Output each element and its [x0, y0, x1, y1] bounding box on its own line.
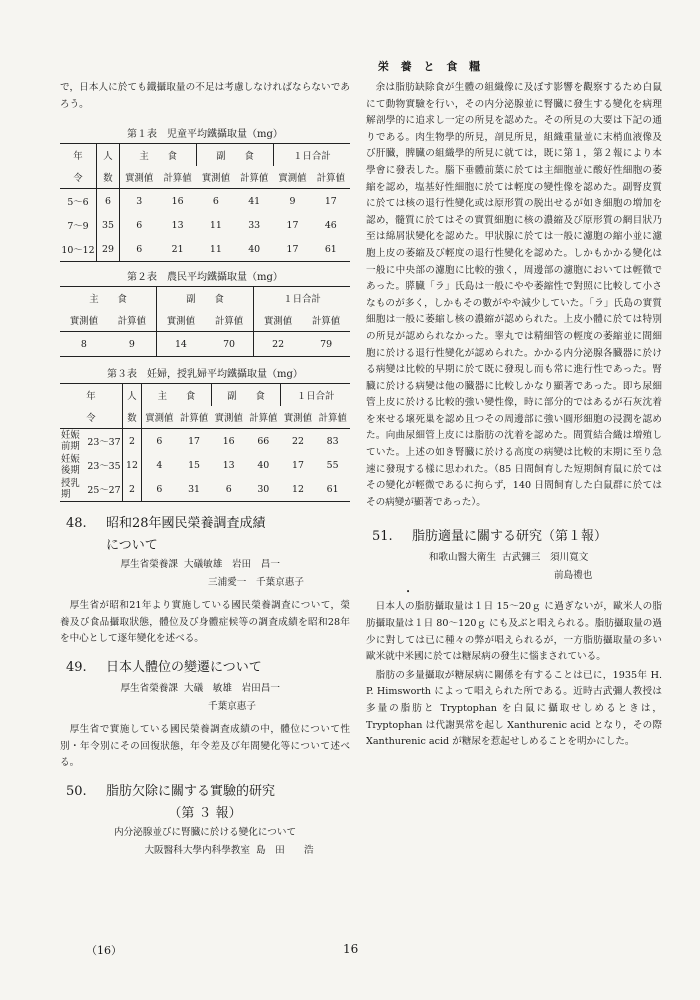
table2-subhead: 計算値: [302, 309, 350, 332]
table-cell: 17: [286, 243, 299, 255]
table-cell: 17: [291, 459, 304, 471]
table-row-label: [60, 429, 86, 454]
running-title: 栄 養 と 食 糧: [377, 60, 485, 73]
row-label-line: 期: [61, 489, 71, 501]
table-cell: 17: [286, 219, 299, 231]
table1-head-staple: 主 食: [120, 144, 197, 167]
section-subtitle: （第 ３ 報）: [168, 805, 242, 821]
table-cell: 6: [142, 429, 177, 454]
section-49-authors: [60, 680, 350, 716]
table-cell: 17: [324, 195, 337, 207]
table2-subhead: 實測値: [156, 309, 205, 332]
table-cell: 40: [257, 459, 270, 471]
author-names: 前島禮也: [554, 570, 593, 582]
table-cell: 61: [326, 483, 339, 495]
table-cell: 61: [324, 243, 337, 255]
section-heading: 昭和28年國民榮養調査成績: [106, 516, 266, 532]
table2-head-side: 副 食: [156, 287, 253, 310]
section-number: 48.: [66, 516, 87, 532]
table-cell: 3: [120, 189, 159, 214]
section-51-authors: [366, 549, 662, 585]
table1-subhead: 令: [60, 166, 97, 189]
table-cell: 79: [320, 338, 333, 350]
table-cell: 11: [209, 243, 222, 255]
table-cell: 6: [142, 477, 177, 502]
section-heading-cont: について: [106, 538, 158, 554]
table1: [60, 143, 350, 262]
table-cell: 66: [257, 435, 270, 447]
table3-title: 第３表 妊婦，授乳婦平均鐵攝取量（mg）: [107, 369, 303, 381]
author-names: 古武彌三 須川寬文: [502, 552, 589, 564]
table1-subhead: 計算値: [235, 166, 273, 189]
table1-subhead: 数: [97, 166, 120, 189]
row-label-line: 前期: [61, 441, 80, 453]
table2-head-total: １日合計: [254, 287, 350, 310]
section-48-authors: [60, 556, 350, 592]
table-cell: 6: [225, 483, 232, 495]
table-cell: 31: [188, 483, 200, 495]
table-row: [60, 237, 350, 262]
section-number: 49.: [66, 659, 87, 675]
affiliation: 厚生省榮養課: [120, 559, 178, 571]
row-label-line: 授乳: [61, 478, 80, 490]
table-row-label: [60, 453, 86, 477]
author-names: 島 田 浩: [256, 844, 314, 856]
table3-subhead: 實測値: [211, 406, 246, 429]
table3-head-staple: 主 食: [142, 384, 212, 407]
table-cell: 2: [123, 477, 142, 502]
section-50-title: [60, 782, 350, 802]
author-names: 大礒 敏雄 岩田昌一: [184, 682, 280, 694]
table-cell: 10～12: [61, 245, 95, 257]
section-51-body-2: 脂肪の多量攝取が糖尿病に關係を有することは已に，1935年 H. P. Himsworth によって唱えられた所である。近時古武彌人教授は多量の脂肪と Tryptophan を白鼠に攝取せしめるときは，Tryptophan は代謝異常を起し Xanthurenic acid となり，その際 Xanthurenic acid が糖尿を惹起せしめることを明かにした。: [366, 669, 662, 748]
table3-head-total: １日合計: [281, 384, 350, 407]
table1-head-total: １日合計: [273, 144, 350, 167]
table3-subhead: 計算値: [315, 406, 350, 429]
table-cell: 23～37: [87, 437, 121, 449]
section-50-authors: [60, 842, 350, 860]
section-heading: 脂肪適量に關する研究（第１報）: [412, 529, 608, 545]
table2-subhead: 實測値: [60, 309, 108, 332]
table-row: [60, 189, 350, 214]
table1-head-count: 人: [97, 144, 120, 167]
table-cell: 46: [324, 219, 337, 231]
affiliation: 和歌山醫大衛生: [428, 552, 496, 564]
section-48-body: 厚生省が昭和21年より實施している國民榮養調査について，榮養及び食品攝取狀態，體位及び身體症候等の調査成績を昭和28年を中心として逐年變化を述べる。: [60, 600, 350, 645]
table-cell: 25～27: [87, 485, 121, 497]
section-49-title: [60, 658, 350, 678]
affiliation: 厚生省榮養課: [120, 682, 178, 694]
table3-subhead: 令: [60, 406, 123, 429]
table-row-label: [60, 477, 86, 502]
table1-subhead: 計算値: [158, 166, 196, 189]
section-50-body: 余は脂肪缺除食が生體の組織像に及ぼす影響を觀察するため白鼠にて動物實驗を行い，その内分泌腺並に腎臓に發生する變化を病理解剖學的に追求し一定の所見を認めた。その所見の大要は下記の通りである。肉生物學的所見，剖見所見，組織重量並に末梢血液像及び肝臓，脾臓の組織學的所見に就ては，既に第１，第２報により本學會に發表した。腦下垂體前葉に於ては主細胞並に酸好性細胞の萎縮を認め，塩基好性細胞に於ては輕度の變性像を認めた。副腎皮質に於ては核の退行性變化或は原形質の脱出せるが如き細胞の増加を認め，髓質に於てはその實質細胞に核の濃縮及び原形質の網目狀乃至は綿屑狀變化を認めた。甲狀腺に於ては一般に濾胞の縮小並に濾胞上皮の萎縮及び輕度の退行性變化を認めた。しかもかかる變化は一般に中央部の濾胞に比較的強く，周邊部の濾胞においては輕微であった。膵臓「ラ」氏島は一般にやや萎縮性で對照に比較して小さなものが多く，しかもその數がやや減少していた。「ラ」氏島の實質細胞は一般に萎縮し核の濃縮が認められた。上皮小體に於ては特別の所見が認められなかった。睾丸では精細管の輕度の萎縮並に間細胞に於ける退行性變化が認められた。かかる内分泌腺各臓器に於ける病變は比較的早期に於て既に發現し而も常に進行性であった。腎臓に於ける病變は他の臓器に比較しかなり顯著であった。即ち尿細管上皮に於ける比較的強い變性像，時に部分的ではあるが石灰沈着を來せる壞死巢を認め且つその周邊部に強い圓形細胞の浸潤を認めた。向曲尿細管上皮には脂肪の沈着を認めた。間質結合織は増殖していた。上述の如き腎臓に於ける高度の病變は比較的末期に至り急速に發現する樣に思われた。（85 日間飼育した短期飼育鼠に於てはその變化が輕微であるに拘らず，140 日間飼育した白鼠群に於てはその病變が顯著であった）。: [366, 82, 662, 508]
table-cell: 2: [123, 429, 142, 454]
section-49-body: 厚生省で實施している國民榮養調査成績の中，體位について性別・年令別にその回復狀態，年令差及び年間變化等について述べる。: [60, 723, 350, 769]
section-number: 51.: [372, 529, 393, 545]
table2-subhead: 計算値: [205, 309, 254, 332]
table-cell: 35: [97, 213, 120, 237]
page-number: 16: [343, 942, 359, 956]
table-cell: 41: [248, 195, 261, 207]
author-names: 千葉京惠子: [208, 700, 256, 712]
row-label-line: 妊娠: [61, 454, 80, 466]
table-cell: 22: [291, 435, 304, 447]
table-cell: 6: [120, 213, 159, 237]
table-cell: 14: [156, 332, 205, 357]
author-names: 三浦愛一 千葉京惠子: [208, 577, 304, 589]
table-cell: 22: [254, 332, 303, 357]
table-cell: 12: [291, 483, 304, 495]
table-cell: 16: [171, 195, 184, 207]
table-cell: 9: [289, 195, 296, 207]
table-cell: 11: [209, 219, 222, 231]
table-cell: 8: [80, 338, 87, 350]
table-cell: 21: [171, 243, 184, 255]
table3-subhead: 實測値: [142, 406, 177, 429]
table1-head-age: 年: [73, 151, 83, 163]
affiliation: 大阪醫科大學内科學教室: [144, 844, 250, 856]
section-51-body-1: 日本人の脂肪攝取量は１日 15～20ｇ に過ぎないが，歐米人の脂肪攝取量は１日 80～120ｇ にも及ぶと唱えられる。脂肪攝取量の過少に對しては已に種々の弊が唱えられるが，一方脂肪攝取量の多い歐米就中米國に於ては糖尿病の發生に惱まされている。: [366, 601, 662, 663]
section-heading: 脂肪欠除に關する實驗的研究: [106, 783, 276, 799]
table3-head-side: 副 食: [211, 384, 280, 407]
row-label-line: 妊娠: [61, 430, 80, 442]
table3-subhead: 計算値: [246, 406, 281, 429]
table-row: [60, 453, 350, 477]
table1-subhead: 實測値: [120, 166, 159, 189]
table3-subhead: 数: [123, 406, 142, 429]
table1-subhead: 實測値: [273, 166, 311, 189]
section-heading: 日本人體位の變遷について: [106, 659, 262, 675]
table-cell: 40: [248, 243, 261, 255]
table-cell: 70: [223, 338, 235, 350]
table-cell: 5～6: [67, 197, 89, 209]
author-names: 大礒敏雄 岩田 昌一: [184, 559, 280, 571]
section-50-topic: 内分泌腺並びに腎臓に於ける變化について: [113, 826, 297, 838]
table3: [60, 383, 350, 502]
table-cell: 9: [128, 338, 135, 350]
table-cell: 7～9: [67, 221, 89, 233]
section-number: 50.: [66, 783, 87, 799]
table-row: [60, 429, 350, 454]
dot-icon: •: [406, 588, 411, 597]
section-51-title: [366, 527, 662, 547]
table2-title: 第２表 農民平均鐵攝取量（mg）: [127, 272, 283, 284]
table3-head-age: 年: [86, 391, 96, 403]
table1-head-side: 副 食: [197, 144, 274, 167]
table2-subhead: 計算値: [108, 309, 157, 332]
table-cell: 83: [326, 435, 339, 447]
table-cell: 13: [171, 219, 184, 231]
table3-subhead: 實測値: [281, 406, 316, 429]
left-column: [60, 80, 350, 860]
table-cell: 30: [257, 483, 270, 495]
intro-paragraph: で，日本人に於ても鐵攝取量の不足は考慮しなければならないであろう。: [60, 82, 350, 110]
table-cell: 6: [97, 189, 120, 214]
table-row: [60, 332, 350, 357]
table-cell: 6: [212, 195, 219, 207]
table3-head-count: 人: [123, 384, 142, 407]
section-48-title: [60, 514, 350, 534]
table2-subhead: 實測値: [254, 309, 303, 332]
table-cell: 6: [120, 237, 159, 262]
table2: [60, 286, 350, 357]
table-cell: 16: [222, 435, 235, 447]
table1-subhead: 實測値: [197, 166, 235, 189]
table-cell: 29: [97, 237, 120, 262]
table-cell: 17: [188, 435, 200, 447]
right-column: [366, 80, 662, 751]
table-cell: 33: [248, 219, 261, 231]
row-label-line: 後期: [61, 465, 80, 477]
table1-subhead: 計算値: [312, 166, 350, 189]
table-cell: 12: [123, 453, 142, 477]
table-cell: 13: [222, 459, 235, 471]
table3-subhead: 計算値: [177, 406, 212, 429]
table-cell: 23～35: [87, 461, 121, 473]
table-row: [60, 213, 350, 237]
table-cell: 15: [188, 459, 200, 471]
table1-title: 第１表 児童平均鐵攝取量（mg）: [127, 129, 283, 141]
folio-left: （16）: [86, 944, 122, 957]
table-row: [60, 477, 350, 502]
table-cell: 4: [142, 453, 177, 477]
table-cell: 55: [326, 459, 339, 471]
table2-head-staple: 主 食: [89, 294, 127, 306]
